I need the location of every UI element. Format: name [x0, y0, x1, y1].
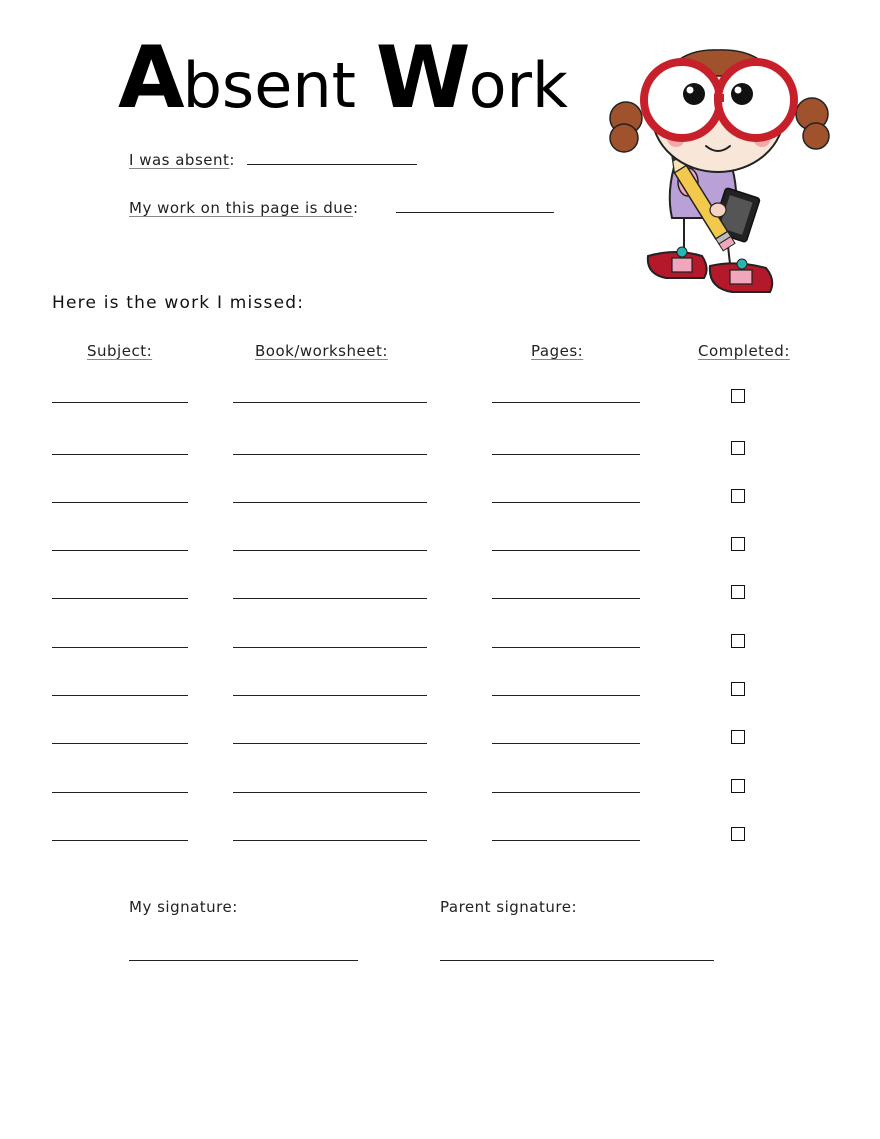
absent-field-label: I was absent: [129, 151, 235, 169]
subject-line[interactable] [52, 454, 188, 455]
title-part-bsent: bsent [182, 49, 356, 122]
column-header-completed: Completed: [698, 342, 790, 360]
subject-line[interactable] [52, 695, 188, 696]
book-line[interactable] [233, 743, 427, 744]
title-letter-w: W [375, 28, 469, 128]
pages-line[interactable] [492, 840, 640, 841]
book-line[interactable] [233, 454, 427, 455]
due-label: My work on this page is due [129, 199, 353, 217]
completed-checkbox[interactable] [731, 389, 745, 403]
column-header-subject: Subject: [87, 342, 153, 360]
completed-checkbox[interactable] [731, 779, 745, 793]
pages-line[interactable] [492, 647, 640, 648]
subject-line[interactable] [52, 502, 188, 503]
pages-line[interactable] [492, 695, 640, 696]
subject-line[interactable] [52, 598, 188, 599]
title-letter-a: A [118, 28, 183, 128]
absent-date-line[interactable] [247, 164, 417, 165]
completed-checkbox[interactable] [731, 827, 745, 841]
completed-checkbox[interactable] [731, 682, 745, 696]
my-signature-line[interactable] [129, 960, 358, 961]
absent-label: I was absent [129, 151, 230, 169]
page-title [118, 28, 568, 128]
completed-checkbox[interactable] [731, 585, 745, 599]
book-line[interactable] [233, 647, 427, 648]
due-date-line[interactable] [396, 212, 554, 213]
book-line[interactable] [233, 550, 427, 551]
subject-line[interactable] [52, 792, 188, 793]
girl-illustration [606, 42, 832, 304]
pages-line[interactable] [492, 743, 640, 744]
subject-line[interactable] [52, 550, 188, 551]
column-header-pages: Pages: [531, 342, 584, 360]
completed-checkbox[interactable] [731, 489, 745, 503]
pages-line[interactable] [492, 402, 640, 403]
completed-checkbox[interactable] [731, 730, 745, 744]
subject-line[interactable] [52, 647, 188, 648]
completed-checkbox[interactable] [731, 634, 745, 648]
pages-line[interactable] [492, 792, 640, 793]
column-header-book: Book/worksheet: [255, 342, 388, 360]
parent-signature-label: Parent signature: [440, 898, 577, 916]
my-signature-label: My signature: [129, 898, 238, 916]
subject-line[interactable] [52, 743, 188, 744]
subject-line[interactable] [52, 840, 188, 841]
completed-checkbox[interactable] [731, 537, 745, 551]
pages-line[interactable] [492, 454, 640, 455]
pages-line[interactable] [492, 550, 640, 551]
book-line[interactable] [233, 792, 427, 793]
pages-line[interactable] [492, 502, 640, 503]
pages-line[interactable] [492, 598, 640, 599]
due-field-label: My work on this page is due: [129, 199, 359, 217]
parent-signature-line[interactable] [440, 960, 714, 961]
missed-work-heading: Here is the work I missed: [52, 293, 305, 313]
book-line[interactable] [233, 695, 427, 696]
subject-line[interactable] [52, 402, 188, 403]
title-part-ork: ork [468, 49, 568, 122]
book-line[interactable] [233, 598, 427, 599]
book-line[interactable] [233, 502, 427, 503]
book-line[interactable] [233, 402, 427, 403]
book-line[interactable] [233, 840, 427, 841]
completed-checkbox[interactable] [731, 441, 745, 455]
